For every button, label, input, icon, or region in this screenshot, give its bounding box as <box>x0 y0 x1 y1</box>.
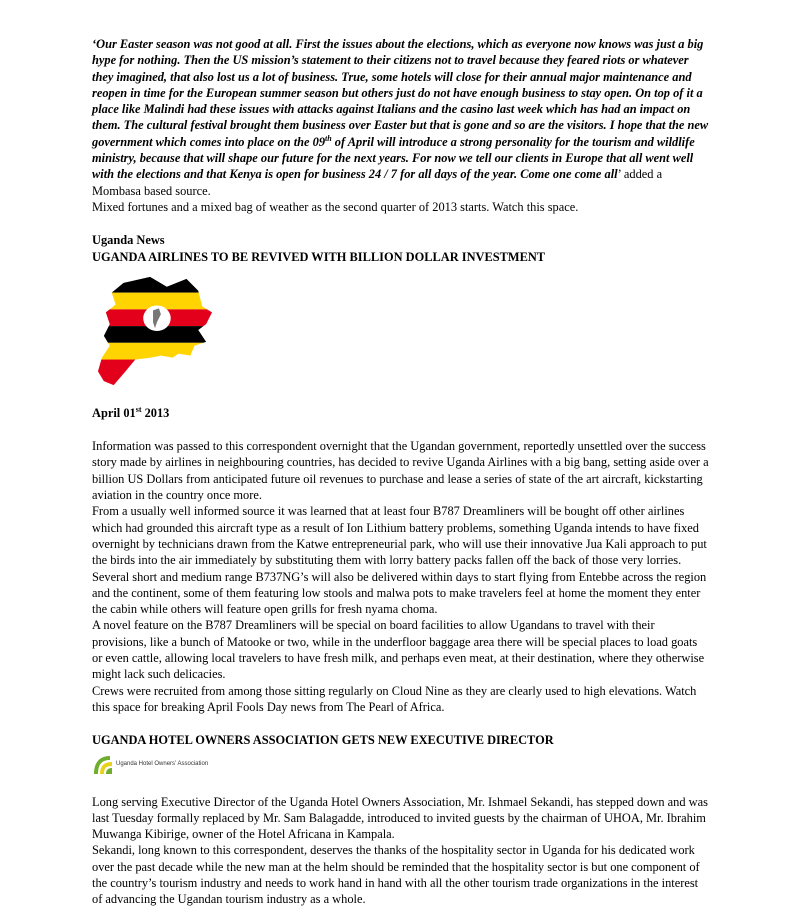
flag-stripe-yellow-2 <box>96 343 214 360</box>
uhoa-paragraph-2: Sekandi, long known to this correspondent, deserves the thanks of the hospitality sector in Uganda for his dedicated work over the past decade while the new man at the helm should be reminded that the hospitality sector is but one component of the country’s tourism industry and needs to work hand in hand with all the other tourism trade organizations in the interest of advancing the Ugandan tourism industry as a whole. <box>92 843 700 907</box>
mombasa-quote-paragraph <box>92 36 710 199</box>
airlines-paragraph-1: Information was passed to this correspondent overnight that the Ugandan government, reportedly unsettled over the success story made by airlines in neighbouring countries, has decided to revive Uganda Airlines with a big bang, setting aside over a billion US Dollars from anticipated future oil revenues to purchase and lease a series of state of the art aircraft, kickstarting aviation in the country once more. <box>92 439 709 503</box>
mixed-fortunes-line: Mixed fortunes and a mixed bag of weather as the second quarter of 2013 starts. Watch this space. <box>92 199 579 214</box>
uganda-airlines-headline: UGANDA AIRLINES TO BE REVIVED WITH BILLION DOLLAR INVESTMENT <box>92 249 546 264</box>
uhoa-logo-mark-icon <box>92 754 114 776</box>
flag-stripe-red-2 <box>96 359 214 390</box>
article-dateline: April 01st 2013 <box>92 404 170 420</box>
flag-stripe-black-1 <box>96 273 214 293</box>
uhoa-headline: UGANDA HOTEL OWNERS ASSOCIATION GETS NEW EXECUTIVE DIRECTOR <box>92 733 554 748</box>
uganda-news-label: Uganda News <box>92 233 165 248</box>
uhoa-logo <box>92 753 710 777</box>
uhoa-paragraph-1: Long serving Executive Director of the Uganda Hotel Owners Association, Mr. Ishmael Sekandi, has stepped down and was last Tuesday formally replaced by Mr. Sam Balagadde, introduced to invited guests by the chairman of UHOA, Mr. Ibrahim Muwanga Kibirige, owner of the Hotel Africana in Kampala. <box>92 794 708 842</box>
uganda-flag-map-image <box>96 273 214 391</box>
mombasa-quote: ‘Our Easter season was not good at all. First the issues about the elections, which as everyone now knows was just a big hype for nothing. Then the US mission’s statement to their citizens not to travel because they feared riots or whatever they imagined, that also lost us a lot of business. True, some hotels will close for their annual major maintenance and reopen in time for the European summer season but others just do not have enough business to stay open. On top of it a place like Malindi had these issues with attacks against Italians and the casino last week which has had an impact on them. The cultural festival brought them business over Easter but that is gone and so are the visitors. I hope that the new government which comes into place on the 09th of April will introduce a strong personality for the tourism and wildlife ministry, because that will shape our future for the next years. For now we tell our clients in Europe that all went well with the elections and that Kenya is open for business 24 / 7 for all days of the year. Come one come all <box>92 37 709 182</box>
quote-attribution: ’ added a Mombasa based source. <box>92 167 663 198</box>
airlines-paragraph-4: A novel feature on the B787 Dreamliners will be special on board facilities to allow Ugandans to travel with their provisions, like a bunch of Matooke or two, while in the underfloor baggage area there will be special places to load goats or even cattle, allowing local travelers to have fresh milk, and perhaps even meat, at their destination, where they otherwise might lack such delicacies. <box>92 618 705 682</box>
article-page <box>92 36 710 908</box>
airlines-paragraph-5: Crews were recruited from among those sitting regularly on Cloud Nine as they are clearly used to high elevations. Watch this space for breaking April Fools Day news from The Pearl of Africa. <box>92 683 697 714</box>
airlines-paragraph-3: Several short and medium range B737NG’s will also be delivered within days to start flying from Entebbe across the region and the continent, some of them featuring low stools and malwa pots to make travelers feel at home the moment they enter the cabin while others will feature open grills for fresh nyama choma. <box>92 569 707 617</box>
airlines-paragraph-2: From a usually well informed source it was learned that at least four B787 Dreamliners will be bought off other airlines which had grounded this aircraft type as a result of Ion Lithium battery problems, something Uganda intends to have fixed overnight by technicians drawn from the Katwe entrepreneurial park, who will use their innovative Jua Kali approach to put the birds into the air immediately by substituting them with lorry battery packs fallen off the back of those very lorries. <box>92 504 707 568</box>
uhoa-logo-text: Uganda Hotel Owners’ Association <box>116 761 209 768</box>
